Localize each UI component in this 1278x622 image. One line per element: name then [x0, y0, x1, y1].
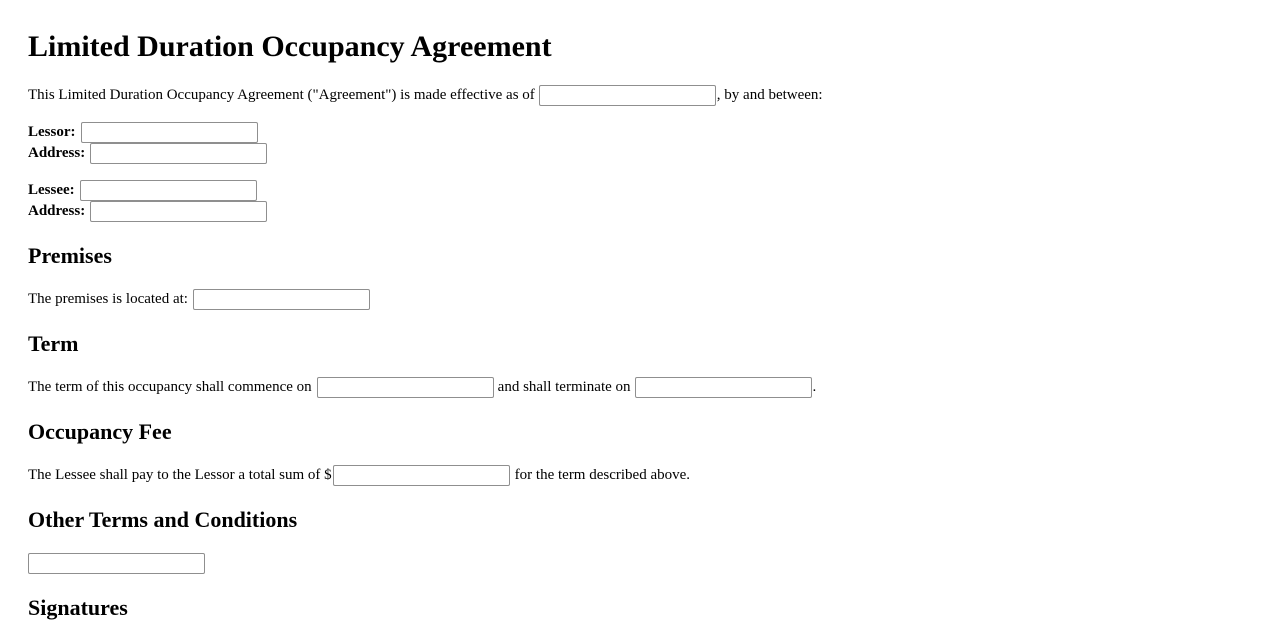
intro-text-after: , by and between:: [716, 87, 823, 103]
term-text-after: .: [812, 379, 817, 395]
lessee-name-input[interactable]: [80, 180, 257, 201]
premises-text: The premises is located at:: [28, 291, 188, 307]
premises-heading: Premises: [28, 243, 112, 268]
fee-heading: Occupancy Fee: [28, 419, 172, 444]
lessee-label: Lessee:: [28, 182, 75, 198]
lessee-address-line: [28, 201, 268, 222]
other-terms-line: [28, 553, 206, 574]
lessor-label: Lessor:: [28, 124, 76, 140]
other-terms-heading: Other Terms and Conditions: [28, 507, 298, 532]
intro-text: This Limited Duration Occupancy Agreement ("Agreement") is made effective as of: [28, 87, 535, 103]
premises-line: [28, 289, 371, 310]
effective-date-input[interactable]: [539, 85, 716, 106]
lessor-address-input[interactable]: [90, 143, 267, 164]
lessee-name-line: [28, 180, 258, 201]
term-start-input[interactable]: [317, 377, 494, 398]
fee-text-before: The Lessee shall pay to the Lessor a total sum of $: [28, 467, 332, 483]
intro-line: [28, 85, 823, 106]
term-text-middle: and shall terminate on: [497, 379, 631, 395]
lessor-name-line: [28, 122, 259, 143]
lessor-address-line: [28, 143, 268, 164]
lessor-address-label: Address:: [28, 145, 86, 161]
fee-line: [28, 465, 690, 486]
premises-location-input[interactable]: [193, 289, 370, 310]
page-title: Limited Duration Occupancy Agreement: [28, 30, 552, 63]
lessee-address-label: Address:: [28, 203, 86, 219]
signatures-heading: Signatures: [28, 595, 128, 620]
other-terms-input[interactable]: [28, 553, 205, 574]
fee-text-after: for the term described above.: [514, 467, 691, 483]
fee-amount-input[interactable]: [333, 465, 510, 486]
term-heading: Term: [28, 331, 79, 356]
term-text-before: The term of this occupancy shall commence on: [28, 379, 312, 395]
term-line: [28, 377, 816, 398]
lessee-address-input[interactable]: [90, 201, 267, 222]
lessor-name-input[interactable]: [81, 122, 258, 143]
term-end-input[interactable]: [635, 377, 812, 398]
